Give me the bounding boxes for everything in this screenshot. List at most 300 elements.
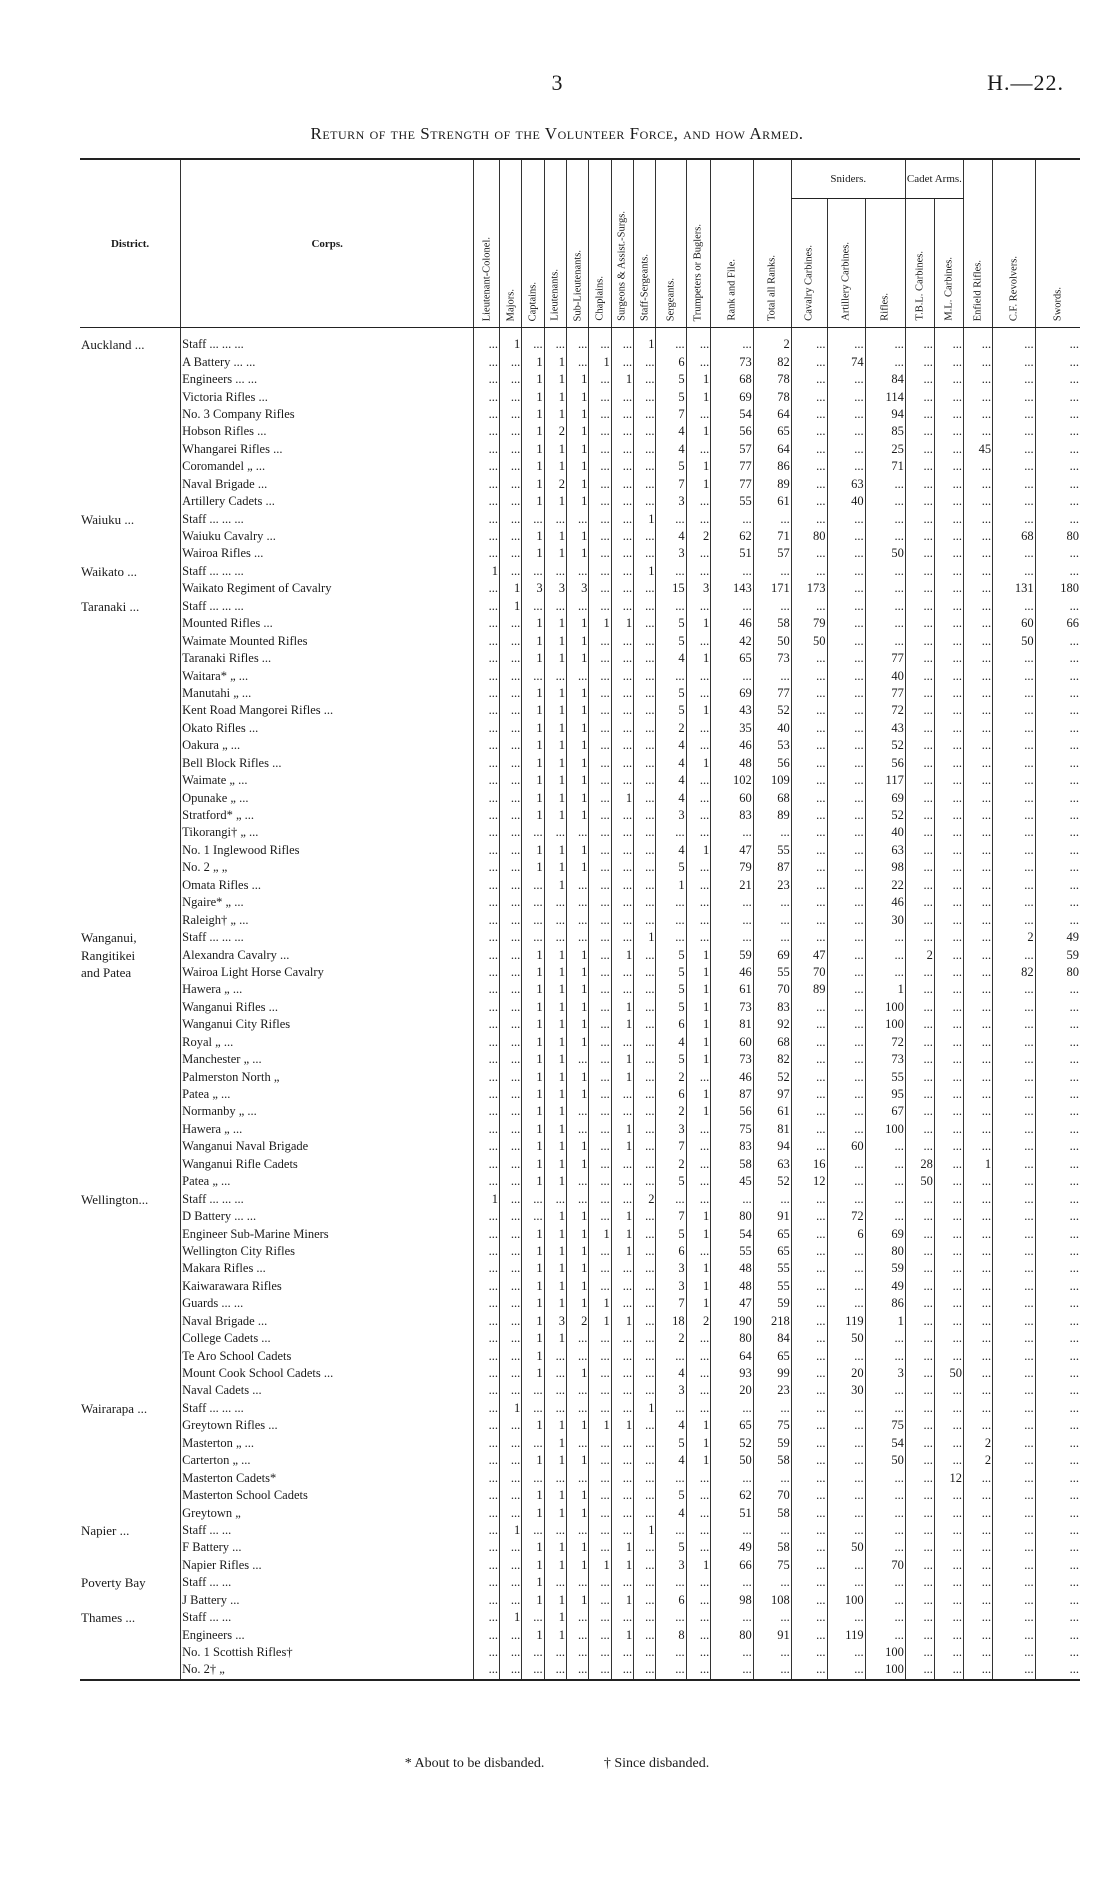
corps-cell: Stratford* „ ...: [181, 807, 474, 824]
value-cell: ...: [544, 929, 566, 946]
value-cell: 49: [865, 1278, 905, 1295]
value-cell: ...: [993, 981, 1036, 998]
corps-cell: Staff ... ...: [181, 1522, 474, 1539]
value-cell: ...: [934, 1121, 963, 1138]
value-cell: ...: [964, 964, 993, 981]
value-cell: 1: [611, 999, 633, 1016]
value-cell: ...: [993, 772, 1036, 789]
value-cell: ...: [611, 702, 633, 719]
value-cell: ...: [474, 1382, 500, 1399]
value-cell: ...: [993, 824, 1036, 841]
value-cell: 49: [711, 1539, 754, 1556]
value-cell: ...: [827, 371, 865, 388]
value-cell: ...: [827, 328, 865, 354]
value-cell: 171: [753, 580, 791, 597]
table-row: [80, 1539, 1080, 1556]
value-cell: ...: [964, 423, 993, 440]
value-cell: ...: [905, 929, 934, 946]
value-cell: ...: [474, 441, 500, 458]
value-cell: ...: [993, 946, 1036, 963]
value-cell: 20: [827, 1365, 865, 1382]
value-cell: ...: [474, 1121, 500, 1138]
value-cell: ...: [993, 650, 1036, 667]
value-cell: ...: [964, 755, 993, 772]
value-cell: ...: [753, 563, 791, 580]
value-cell: 1: [634, 510, 656, 527]
value-cell: ...: [964, 1609, 993, 1626]
value-cell: ...: [611, 911, 633, 928]
value-cell: ...: [1035, 999, 1080, 1016]
value-cell: ...: [634, 598, 656, 615]
value-cell: 7: [656, 476, 686, 493]
value-cell: ...: [791, 1661, 827, 1679]
value-cell: 5: [656, 685, 686, 702]
value-cell: ...: [827, 824, 865, 841]
district-cell: [80, 1086, 181, 1103]
value-cell: ...: [791, 1016, 827, 1033]
value-cell: ...: [589, 702, 611, 719]
value-cell: ...: [589, 1051, 611, 1068]
value-cell: ...: [589, 1121, 611, 1138]
value-cell: 81: [711, 1016, 754, 1033]
value-cell: ...: [964, 353, 993, 370]
value-cell: 1: [544, 1435, 566, 1452]
value-cell: ...: [634, 1068, 656, 1085]
value-cell: ...: [499, 406, 521, 423]
corps-cell: Staff ... ... ...: [181, 929, 474, 946]
value-cell: ...: [499, 1190, 521, 1207]
table-row: [80, 1469, 1080, 1486]
value-cell: ...: [905, 1382, 934, 1399]
table-row: [80, 353, 1080, 370]
value-cell: ...: [634, 1103, 656, 1120]
value-cell: ...: [791, 1417, 827, 1434]
value-cell: ...: [711, 667, 754, 684]
value-cell: ...: [827, 615, 865, 632]
value-cell: ...: [686, 859, 711, 876]
value-cell: 1: [686, 650, 711, 667]
value-cell: ...: [753, 1661, 791, 1679]
value-cell: ...: [499, 1068, 521, 1085]
value-cell: ...: [1035, 563, 1080, 580]
value-cell: 1: [499, 1400, 521, 1417]
value-cell: 23: [753, 1382, 791, 1399]
value-cell: ...: [634, 999, 656, 1016]
value-cell: ...: [934, 911, 963, 928]
value-cell: ...: [686, 563, 711, 580]
value-cell: ...: [522, 911, 544, 928]
corps-cell: Okato Rifles ...: [181, 720, 474, 737]
value-cell: ...: [993, 598, 1036, 615]
value-cell: ...: [993, 1539, 1036, 1556]
value-cell: ...: [865, 1487, 905, 1504]
value-cell: ...: [827, 807, 865, 824]
value-cell: ...: [791, 807, 827, 824]
corps-cell: Napier Rifles ...: [181, 1557, 474, 1574]
value-cell: ...: [634, 894, 656, 911]
value-cell: 1: [567, 1365, 589, 1382]
value-cell: 1: [522, 1278, 544, 1295]
value-cell: ...: [1035, 667, 1080, 684]
value-cell: ...: [827, 1243, 865, 1260]
value-cell: ...: [474, 946, 500, 963]
value-cell: ...: [905, 493, 934, 510]
value-cell: 1: [522, 1034, 544, 1051]
value-cell: ...: [964, 580, 993, 597]
value-cell: ...: [522, 1609, 544, 1626]
district-cell: [80, 1295, 181, 1312]
table-row: [80, 789, 1080, 806]
value-cell: ...: [686, 894, 711, 911]
value-cell: 50: [711, 1452, 754, 1469]
value-cell: 54: [711, 406, 754, 423]
value-cell: 80: [711, 1208, 754, 1225]
value-cell: ...: [499, 1469, 521, 1486]
value-cell: 1: [567, 1225, 589, 1242]
value-cell: ...: [522, 894, 544, 911]
value-cell: 5: [656, 615, 686, 632]
value-cell: 4: [656, 1417, 686, 1434]
value-cell: 1: [544, 1243, 566, 1260]
value-cell: ...: [589, 1347, 611, 1364]
table-row: [80, 1365, 1080, 1382]
corps-cell: Naval Brigade ...: [181, 476, 474, 493]
value-cell: 1: [544, 1068, 566, 1085]
value-cell: ...: [589, 388, 611, 405]
value-cell: ...: [1035, 423, 1080, 440]
table-row: [80, 1609, 1080, 1626]
value-cell: 2: [634, 1190, 656, 1207]
header-staff-sergeants: Staff-Sergeants.: [634, 159, 656, 328]
value-cell: 3: [656, 545, 686, 562]
value-cell: ...: [993, 1121, 1036, 1138]
value-cell: ...: [905, 1225, 934, 1242]
value-cell: 3: [656, 1278, 686, 1295]
district-cell: Wanganui,: [81, 930, 137, 946]
value-cell: 5: [656, 999, 686, 1016]
value-cell: ...: [993, 685, 1036, 702]
value-cell: ...: [634, 632, 656, 649]
value-cell: ...: [753, 911, 791, 928]
value-cell: ...: [791, 894, 827, 911]
value-cell: ...: [634, 1121, 656, 1138]
value-cell: 40: [865, 824, 905, 841]
value-cell: ...: [964, 1173, 993, 1190]
value-cell: ...: [1035, 1034, 1080, 1051]
value-cell: 87: [711, 1086, 754, 1103]
value-cell: ...: [686, 1574, 711, 1591]
value-cell: ...: [611, 1469, 633, 1486]
table-row: [80, 1034, 1080, 1051]
value-cell: ...: [753, 894, 791, 911]
value-cell: 72: [865, 1034, 905, 1051]
table-row: [80, 911, 1080, 928]
value-cell: ...: [993, 1592, 1036, 1609]
value-cell: 1: [686, 755, 711, 772]
value-cell: ...: [791, 877, 827, 894]
value-cell: ...: [589, 371, 611, 388]
corps-cell: Wanganui City Rifles: [181, 1016, 474, 1033]
value-cell: ...: [474, 1034, 500, 1051]
value-cell: 2: [567, 1313, 589, 1330]
value-cell: 1: [611, 1539, 633, 1556]
value-cell: ...: [993, 1435, 1036, 1452]
value-cell: 1: [522, 1330, 544, 1347]
value-cell: ...: [827, 789, 865, 806]
value-cell: 1: [544, 632, 566, 649]
value-cell: ...: [686, 1173, 711, 1190]
value-cell: 1: [499, 1609, 521, 1626]
value-cell: ...: [589, 598, 611, 615]
value-cell: ...: [934, 1609, 963, 1626]
value-cell: ...: [827, 580, 865, 597]
value-cell: ...: [474, 632, 500, 649]
value-cell: ...: [791, 929, 827, 946]
value-cell: ...: [522, 667, 544, 684]
value-cell: ...: [611, 1661, 633, 1679]
value-cell: ...: [589, 1400, 611, 1417]
table-row: [80, 1574, 1080, 1591]
value-cell: 1: [522, 842, 544, 859]
value-cell: ...: [791, 545, 827, 562]
value-cell: 180: [1035, 580, 1080, 597]
value-cell: ...: [865, 632, 905, 649]
value-cell: ...: [791, 667, 827, 684]
value-cell: ...: [934, 1522, 963, 1539]
value-cell: ...: [964, 1469, 993, 1486]
table-row: [80, 1103, 1080, 1120]
value-cell: 55: [753, 1260, 791, 1277]
value-cell: ...: [686, 789, 711, 806]
value-cell: ...: [499, 1121, 521, 1138]
value-cell: ...: [499, 981, 521, 998]
value-cell: 1: [634, 1400, 656, 1417]
corps-cell: Wellington City Rifles: [181, 1243, 474, 1260]
value-cell: ...: [611, 964, 633, 981]
value-cell: 1: [567, 1034, 589, 1051]
value-cell: ...: [711, 1469, 754, 1486]
value-cell: 1: [522, 476, 544, 493]
value-cell: ...: [753, 510, 791, 527]
value-cell: ...: [1035, 1016, 1080, 1033]
value-cell: 5: [656, 981, 686, 998]
district-cell: [80, 877, 181, 894]
table-row: [80, 1156, 1080, 1173]
value-cell: ...: [993, 1557, 1036, 1574]
value-cell: ...: [686, 441, 711, 458]
value-cell: 2: [656, 1156, 686, 1173]
table-row: [80, 441, 1080, 458]
value-cell: 72: [865, 702, 905, 719]
value-cell: 1: [544, 1173, 566, 1190]
value-cell: 1: [567, 737, 589, 754]
district-cell: Waikato ...: [81, 563, 137, 579]
value-cell: 1: [544, 1592, 566, 1609]
value-cell: 28: [905, 1156, 934, 1173]
value-cell: ...: [791, 1469, 827, 1486]
corps-cell: Staff ... ... ...: [181, 1190, 474, 1207]
corps-cell: A Battery ... ...: [181, 353, 474, 370]
value-cell: ...: [905, 328, 934, 354]
value-cell: ...: [905, 353, 934, 370]
value-cell: ...: [1035, 720, 1080, 737]
district-cell: [80, 406, 181, 423]
value-cell: ...: [753, 667, 791, 684]
value-cell: 1: [686, 981, 711, 998]
district-cell: [80, 1243, 181, 1260]
value-cell: ...: [827, 911, 865, 928]
value-cell: ...: [993, 423, 1036, 440]
value-cell: 72: [827, 1208, 865, 1225]
value-cell: ...: [1035, 1487, 1080, 1504]
value-cell: ...: [934, 667, 963, 684]
value-cell: 50: [791, 632, 827, 649]
value-cell: 50: [865, 1452, 905, 1469]
value-cell: ...: [865, 353, 905, 370]
value-cell: ...: [567, 911, 589, 928]
table-row: [80, 598, 1080, 615]
header-ml-carbines: M.L. Carbines.: [934, 199, 963, 328]
value-cell: 80: [865, 1243, 905, 1260]
value-cell: ...: [827, 720, 865, 737]
value-cell: ...: [934, 545, 963, 562]
value-cell: 58: [753, 1452, 791, 1469]
value-cell: ...: [686, 1382, 711, 1399]
table-row: [80, 667, 1080, 684]
table-row: [80, 1068, 1080, 1085]
corps-cell: Alexandra Cavalry ...: [181, 946, 474, 963]
value-cell: 1: [686, 1260, 711, 1277]
value-cell: ...: [474, 1609, 500, 1626]
value-cell: 1: [522, 423, 544, 440]
value-cell: ...: [474, 1452, 500, 1469]
corps-cell: No. 1 Inglewood Rifles: [181, 842, 474, 859]
value-cell: 2: [544, 423, 566, 440]
value-cell: ...: [711, 911, 754, 928]
value-cell: 1: [567, 1452, 589, 1469]
value-cell: ...: [656, 1661, 686, 1679]
value-cell: ...: [865, 615, 905, 632]
value-cell: ...: [634, 1574, 656, 1591]
value-cell: ...: [1035, 632, 1080, 649]
value-cell: ...: [656, 1522, 686, 1539]
value-cell: ...: [791, 650, 827, 667]
value-cell: ...: [791, 328, 827, 354]
value-cell: ...: [611, 1278, 633, 1295]
value-cell: 1: [522, 1365, 544, 1382]
corps-cell: Patea „ ...: [181, 1173, 474, 1190]
value-cell: ...: [474, 1103, 500, 1120]
value-cell: ...: [611, 859, 633, 876]
value-cell: ...: [634, 580, 656, 597]
value-cell: 1: [544, 353, 566, 370]
value-cell: 3: [656, 807, 686, 824]
value-cell: ...: [686, 1522, 711, 1539]
value-cell: ...: [499, 911, 521, 928]
value-cell: ...: [474, 824, 500, 841]
value-cell: ...: [589, 685, 611, 702]
value-cell: ...: [905, 1295, 934, 1312]
value-cell: ...: [711, 894, 754, 911]
value-cell: 3: [522, 580, 544, 597]
value-cell: 114: [865, 388, 905, 405]
value-cell: ...: [474, 720, 500, 737]
value-cell: ...: [499, 1173, 521, 1190]
district-cell: [80, 1347, 181, 1364]
value-cell: ...: [791, 1138, 827, 1155]
value-cell: ...: [905, 458, 934, 475]
value-cell: ...: [567, 1644, 589, 1661]
value-cell: ...: [589, 964, 611, 981]
value-cell: ...: [905, 1243, 934, 1260]
value-cell: ...: [993, 1260, 1036, 1277]
value-cell: ...: [905, 1051, 934, 1068]
value-cell: ...: [589, 911, 611, 928]
value-cell: 5: [656, 1435, 686, 1452]
value-cell: ...: [964, 406, 993, 423]
value-cell: 50: [827, 1539, 865, 1556]
value-cell: 63: [865, 842, 905, 859]
value-cell: ...: [791, 755, 827, 772]
value-cell: ...: [499, 563, 521, 580]
value-cell: 80: [711, 1626, 754, 1643]
value-cell: 48: [711, 755, 754, 772]
value-cell: ...: [711, 1190, 754, 1207]
value-cell: ...: [993, 1295, 1036, 1312]
value-cell: 49: [1035, 929, 1080, 946]
value-cell: 1: [544, 1225, 566, 1242]
value-cell: ...: [634, 353, 656, 370]
value-cell: ...: [964, 807, 993, 824]
district-cell: [80, 999, 181, 1016]
value-cell: ...: [686, 772, 711, 789]
corps-cell: Waitara* „ ...: [181, 667, 474, 684]
value-cell: 69: [865, 789, 905, 806]
value-cell: ...: [1035, 1522, 1080, 1539]
value-cell: ...: [634, 964, 656, 981]
value-cell: ...: [1035, 458, 1080, 475]
value-cell: 1: [544, 1504, 566, 1521]
value-cell: ...: [993, 1661, 1036, 1679]
value-cell: 22: [865, 877, 905, 894]
value-cell: 60: [711, 789, 754, 806]
value-cell: ...: [656, 1190, 686, 1207]
value-cell: 80: [1035, 964, 1080, 981]
value-cell: ...: [964, 1522, 993, 1539]
value-cell: 12: [934, 1469, 963, 1486]
value-cell: 1: [567, 859, 589, 876]
value-cell: ...: [634, 737, 656, 754]
value-cell: ...: [499, 1086, 521, 1103]
value-cell: ...: [993, 476, 1036, 493]
value-cell: ...: [686, 493, 711, 510]
value-cell: 70: [753, 981, 791, 998]
value-cell: 95: [865, 1086, 905, 1103]
table-row: [80, 1295, 1080, 1312]
value-cell: ...: [905, 563, 934, 580]
value-cell: ...: [634, 493, 656, 510]
value-cell: 1: [522, 441, 544, 458]
value-cell: 57: [753, 545, 791, 562]
value-cell: ...: [499, 755, 521, 772]
value-cell: ...: [827, 1173, 865, 1190]
value-cell: 1: [522, 353, 544, 370]
district-cell: [80, 859, 181, 876]
value-cell: ...: [686, 1504, 711, 1521]
value-cell: ...: [964, 371, 993, 388]
value-cell: 1: [499, 598, 521, 615]
value-cell: ...: [993, 1138, 1036, 1155]
